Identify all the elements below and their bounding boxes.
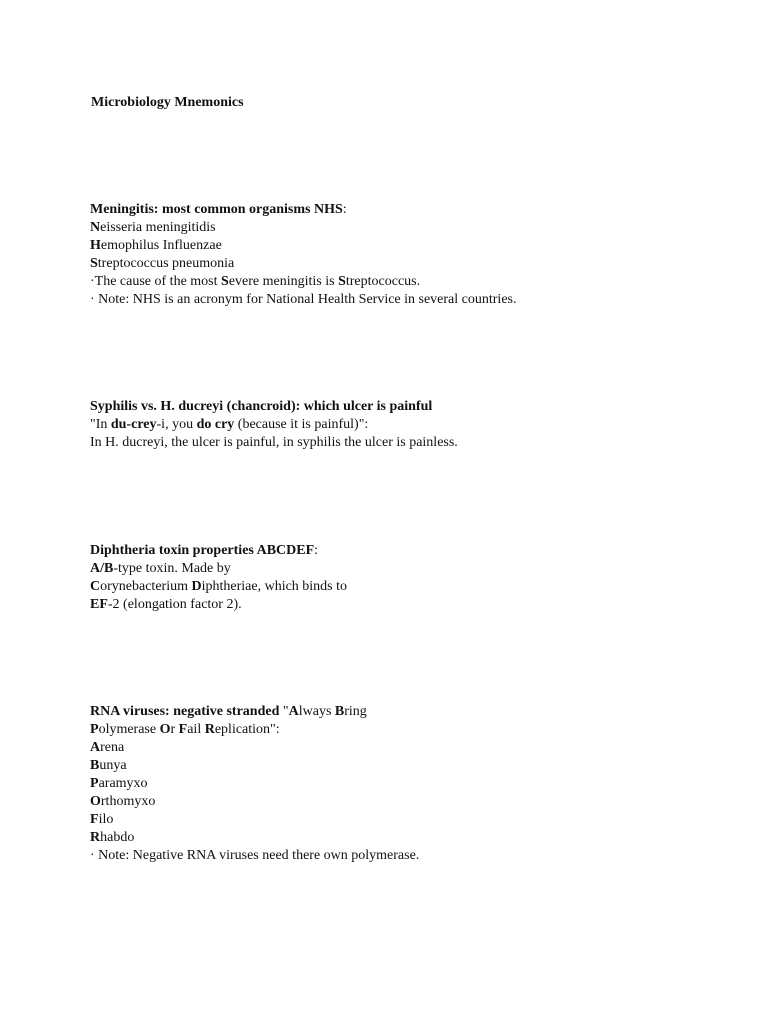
mnemonic-bold: P	[90, 722, 99, 737]
diphtheria-heading-colon: :	[314, 543, 319, 558]
list-item	[90, 829, 710, 847]
rna-heading	[90, 703, 710, 721]
mnemonic-rest: treptococcus pneumonia	[97, 256, 235, 271]
mnemonic-bold: do cry	[196, 417, 235, 432]
syphilis-heading: Syphilis vs. H. ducreyi (chancroid): which ulcer is painful	[90, 399, 433, 414]
mnemonic-initial: R	[90, 830, 101, 845]
mnemonic-rest: habdo	[100, 830, 135, 845]
mnemonic-text: "	[279, 704, 289, 719]
meningitis-cause-line	[90, 273, 710, 291]
mnemonic-text: orynebacterium	[100, 579, 192, 594]
list-item	[90, 578, 710, 596]
mnemonic-rest: eisseria meningitidis	[100, 220, 216, 235]
mnemonic-text: (because it is painful)":	[234, 417, 369, 432]
mnemonic-rest: aramyxo	[98, 776, 148, 791]
mnemonic-text: ail	[187, 722, 205, 737]
mnemonic-rest: rthomyxo	[100, 794, 156, 809]
mnemonic-bold: F	[178, 722, 188, 737]
mnemonic-initial: O	[90, 794, 101, 809]
rna-note: · Note: Negative RNA viruses need there own polymerase.	[90, 848, 420, 863]
rna-heading-text: RNA viruses: negative stranded	[90, 704, 280, 719]
mnemonic-bold: EF	[90, 597, 108, 612]
mnemonic-bold: O	[159, 722, 171, 737]
cause-text: treptococcus.	[345, 274, 421, 289]
mnemonic-text: "In	[90, 417, 111, 432]
mnemonic-bold: du-crey	[110, 417, 157, 432]
cause-text: ·The cause of the most	[90, 274, 222, 289]
mnemonic-text: olymerase	[98, 722, 160, 737]
list-item	[90, 757, 710, 775]
mnemonic-bold: R	[204, 722, 215, 737]
list-item	[90, 255, 710, 273]
mnemonic-text: -2 (elongation factor 2).	[107, 597, 242, 612]
mnemonic-text: -i, you	[156, 417, 197, 432]
mnemonic-initial: P	[90, 776, 99, 791]
meningitis-heading-text: Meningitis: most common organisms NHS	[90, 202, 343, 217]
mnemonic-rest: rena	[100, 740, 125, 755]
mnemonic-bold: C	[90, 579, 101, 594]
mnemonic-rest: emophilus Influenzae	[100, 238, 222, 253]
mnemonic-text: eplication":	[214, 722, 280, 737]
mnemonic-text: iphtheriae, which binds to	[201, 579, 348, 594]
document-title: Microbiology Mnemonics	[91, 95, 244, 110]
list-item	[90, 739, 710, 757]
mnemonic-initial: B	[90, 758, 100, 773]
mnemonic-text: lways	[298, 704, 335, 719]
list-item	[90, 560, 710, 578]
mnemonic-rest: unya	[99, 758, 127, 773]
cause-initial: S	[338, 274, 346, 289]
list-item	[90, 219, 710, 237]
diphtheria-heading	[90, 542, 710, 560]
mnemonic-text: ring	[344, 704, 367, 719]
section-diphtheria	[90, 542, 710, 614]
syphilis-explanation: In H. ducreyi, the ulcer is painful, in syphilis the ulcer is painless.	[90, 435, 458, 450]
mnemonic-initial: H	[90, 238, 101, 253]
cause-text: evere meningitis is	[228, 274, 339, 289]
mnemonic-bold: B	[334, 704, 345, 719]
meningitis-heading-colon: :	[342, 202, 347, 217]
mnemonic-initial: F	[90, 812, 99, 827]
mnemonic-rest: ilo	[98, 812, 114, 827]
list-item	[90, 237, 710, 255]
meningitis-note: · Note: NHS is an acronym for National Health Service in several countries.	[90, 292, 517, 307]
meningitis-heading	[90, 201, 710, 219]
mnemonic-bold: A/B	[90, 561, 114, 576]
mnemonic-initial: A	[90, 740, 101, 755]
section-rna-viruses	[90, 703, 710, 865]
mnemonic-bold: D	[191, 579, 202, 594]
list-item	[90, 775, 710, 793]
diphtheria-heading-text: Diphtheria toxin properties ABCDEF	[90, 543, 315, 558]
list-item	[90, 811, 710, 829]
mnemonic-initial: N	[90, 220, 101, 235]
mnemonic-bold: A	[288, 704, 299, 719]
cause-initial: S	[221, 274, 229, 289]
list-item	[90, 793, 710, 811]
section-meningitis	[90, 201, 710, 309]
rna-quote-line	[90, 721, 710, 739]
mnemonic-text: -type toxin. Made by	[113, 561, 231, 576]
section-syphilis	[90, 398, 710, 452]
list-item	[90, 596, 710, 614]
mnemonic-initial: S	[90, 256, 98, 271]
syphilis-mnemonic	[90, 416, 710, 434]
mnemonic-text: r	[170, 722, 179, 737]
